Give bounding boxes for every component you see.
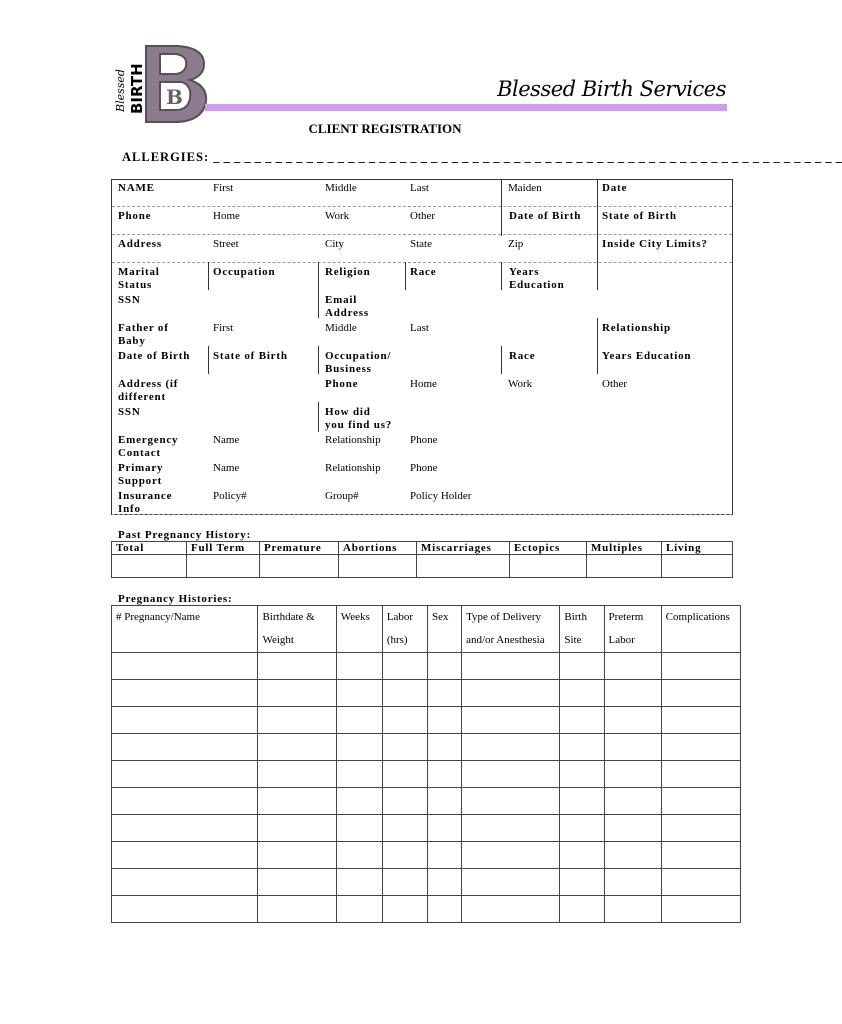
col-delivery-line1: Type of Delivery (466, 611, 542, 623)
col-labor-line1: Labor (386, 611, 414, 623)
allergies-line: _ _ _ _ _ _ _ _ _ _ _ _ _ _ _ _ _ _ _ _ _ _ _ _ _ _ _ _ _ _ _ _ _ _ _ _ _ _ _ _ _ _ _ _ _ _ _ _ _ _ _ _ _ _ _ _ _ _ _ _ _ (213, 150, 842, 164)
state-field[interactable]: State (410, 238, 432, 250)
ssn-2-label[interactable]: SSN (118, 406, 141, 418)
fob-label-1: Father of (118, 322, 169, 334)
table-row[interactable] (112, 788, 741, 815)
col-pregnancy-name (112, 606, 258, 653)
primary-name-field[interactable]: Name (213, 462, 240, 474)
past-history-entry-row[interactable] (112, 555, 733, 578)
email-label-1: Email (325, 294, 358, 306)
col-birthdate-weight (258, 606, 336, 653)
col-ectopics: Ectopics (510, 542, 587, 555)
histories-table (111, 605, 741, 923)
col-miscarriages: Miscarriages (417, 542, 510, 555)
name-label: NAME (118, 182, 155, 194)
insurance-label-1: Insurance (118, 490, 173, 502)
table-row[interactable] (112, 761, 741, 788)
table-row[interactable] (112, 734, 741, 761)
work-phone-2-field[interactable]: Work (508, 378, 533, 390)
primary-label-2: Support (118, 475, 163, 487)
other-phone-2-field[interactable]: Other (602, 378, 628, 390)
col-abortions: Abortions (339, 542, 417, 555)
col-full-term: Full Term (187, 542, 260, 555)
occupation-label-1: Occupation/ (325, 350, 392, 362)
col-complications (661, 606, 740, 653)
marital-label-2: Status (118, 279, 153, 291)
emergency-phone-field[interactable]: Phone (410, 434, 438, 446)
svg-text:BIRTH: BIRTH (128, 63, 146, 114)
address-label: Address (118, 238, 162, 250)
race-field[interactable]: Race (410, 266, 437, 278)
insurance-label-2: Info (118, 503, 141, 515)
fob-race-field[interactable]: Race (509, 350, 536, 362)
col-birth-site-line1: Birth (564, 611, 587, 623)
col-multiples: Multiples (587, 542, 662, 555)
col-preterm-labor (604, 606, 661, 653)
full-term-input[interactable] (187, 555, 260, 578)
living-input[interactable] (662, 555, 733, 578)
brand-name: Blessed Birth Services (497, 77, 726, 101)
col-living: Living (662, 542, 733, 555)
past-history-table (111, 541, 733, 578)
col-birth-site-line2: Site (564, 634, 582, 646)
fob-sob-field[interactable]: State of Birth (213, 350, 288, 362)
fob-middle-field[interactable]: Middle (325, 322, 357, 334)
home-phone-field[interactable]: Home (213, 210, 240, 222)
col-labor-line2: (hrs) (386, 634, 408, 646)
policy-holder-field[interactable]: Policy Holder (410, 490, 472, 502)
email-label-2: Address (325, 307, 369, 319)
how-found-label-2: you find us? (325, 419, 393, 431)
relationship-field[interactable]: Relationship (602, 322, 671, 334)
col-delivery-line2: and/or Anesthesia (466, 634, 545, 646)
histories-label: Pregnancy Histories: (118, 593, 233, 605)
work-phone-field[interactable]: Work (325, 210, 350, 222)
emergency-relationship-field[interactable]: Relationship (325, 434, 381, 446)
ectopics-input[interactable] (510, 555, 587, 578)
col-preterm-line1: Preterm (608, 611, 644, 623)
allergies-label: ALLERGIES: (122, 150, 210, 164)
abortions-input[interactable] (339, 555, 417, 578)
other-phone-field[interactable]: Other (410, 210, 436, 222)
dob-field[interactable]: Date of Birth (509, 210, 582, 222)
policy-field[interactable]: Policy# (213, 490, 247, 502)
table-row[interactable] (112, 680, 741, 707)
city-field[interactable]: City (325, 238, 344, 250)
past-history-label: Past Pregnancy History: (118, 529, 252, 541)
client-info-box (111, 179, 733, 515)
primary-phone-field[interactable]: Phone (410, 462, 438, 474)
marital-label-1: Marital (118, 266, 160, 278)
group-field[interactable]: Group# (325, 490, 359, 502)
past-history-header (112, 542, 733, 555)
middle-name-field[interactable]: Middle (325, 182, 357, 194)
col-pregnancy-name-text: # Pregnancy/Name (116, 611, 200, 623)
fob-last-field[interactable]: Last (410, 322, 429, 334)
col-complications-text: Complications (665, 611, 730, 623)
allergies-field[interactable] (122, 150, 842, 165)
years-edu-label-2: Education (509, 279, 565, 291)
religion-field[interactable]: Religion (325, 266, 371, 278)
svg-text:B: B (166, 85, 183, 109)
col-birth-site (560, 606, 604, 653)
emergency-label-1: Emergency (118, 434, 179, 446)
ssn-label[interactable]: SSN (118, 294, 141, 306)
maiden-name-field[interactable]: Maiden (508, 182, 542, 194)
miscarriages-input[interactable] (417, 555, 510, 578)
table-row[interactable] (112, 653, 741, 680)
phone-label-2: Phone (325, 378, 359, 390)
occupation-label-2: Business (325, 363, 372, 375)
how-found-label-1: How did (325, 406, 371, 418)
fob-years-edu-field[interactable]: Years Education (602, 350, 692, 362)
fob-first-field[interactable]: First (213, 322, 234, 334)
home-phone-2-field[interactable]: Home (410, 378, 437, 390)
col-weeks (336, 606, 382, 653)
years-edu-label-1: Years (509, 266, 540, 278)
primary-relationship-field[interactable]: Relationship (325, 462, 381, 474)
col-labor-hrs (382, 606, 427, 653)
col-total: Total (112, 542, 187, 555)
occupation-field[interactable]: Occupation (213, 266, 276, 278)
col-preterm-line2: Labor (608, 634, 635, 646)
zip-field[interactable]: Zip (508, 238, 524, 250)
col-birthdate-weight-line1: Birthdate & (262, 611, 315, 623)
fob-label-2: Baby (118, 335, 146, 347)
premature-input[interactable] (260, 555, 339, 578)
phone-label: Phone (118, 210, 152, 222)
table-row[interactable] (112, 815, 741, 842)
blessed-birth-logo (108, 42, 218, 124)
table-row[interactable] (112, 707, 741, 734)
col-sex-text: Sex (431, 611, 449, 623)
table-row[interactable] (112, 896, 741, 923)
header-accent-bar (205, 104, 727, 111)
table-row[interactable] (112, 842, 741, 869)
first-name-field[interactable]: First (213, 182, 234, 194)
primary-label-1: Primary (118, 462, 164, 474)
last-name-field[interactable]: Last (410, 182, 429, 194)
col-premature: Premature (260, 542, 339, 555)
fob-dob-field[interactable]: Date of Birth (118, 350, 191, 362)
svg-text:Blessed: Blessed (114, 69, 127, 112)
state-of-birth-field[interactable]: State of Birth (602, 210, 677, 222)
emergency-name-field[interactable]: Name (213, 434, 240, 446)
street-field[interactable]: Street (213, 238, 239, 250)
col-sex (427, 606, 461, 653)
table-row[interactable] (112, 869, 741, 896)
emergency-label-2: Contact (118, 447, 161, 459)
date-field[interactable]: Date (602, 182, 628, 194)
histories-header (112, 606, 741, 653)
col-weeks-text: Weeks (340, 611, 370, 623)
col-delivery (462, 606, 560, 653)
inside-city-field[interactable]: Inside City Limits? (602, 238, 708, 250)
total-input[interactable] (112, 555, 187, 578)
form-title: CLIENT REGISTRATION (308, 121, 462, 136)
addr-if-label-1: Address (if (118, 378, 179, 390)
addr-if-label-2: different (118, 391, 166, 403)
col-birthdate-weight-line2: Weight (262, 634, 294, 646)
multiples-input[interactable] (587, 555, 662, 578)
